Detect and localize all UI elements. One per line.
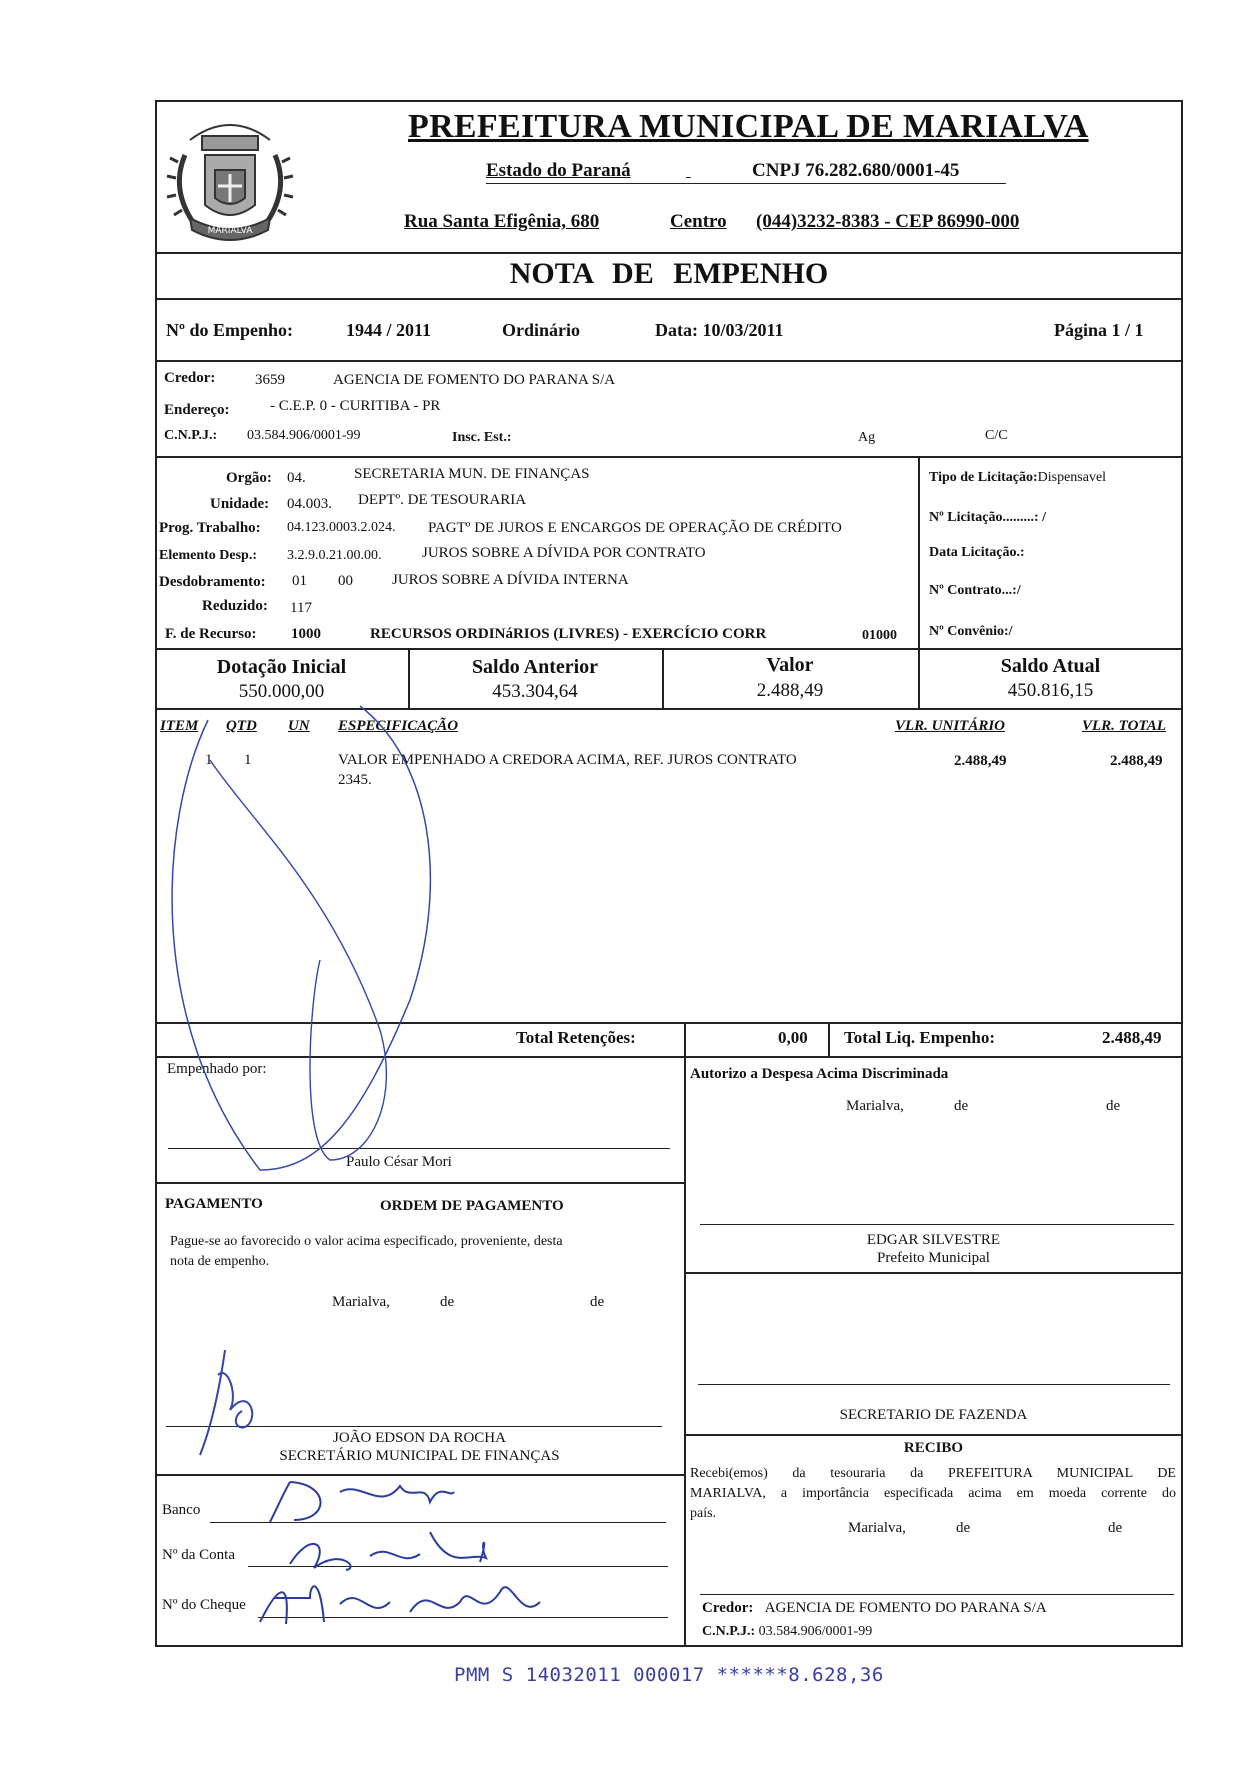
- elemento-label: Elemento Desp.:: [159, 548, 257, 563]
- recurso-value: RECURSOS ORDINáRIOS (LIVRES) - EXERCÍCIO CORR: [370, 626, 767, 642]
- col-vlr-total-header: VLR. TOTAL: [1082, 718, 1166, 734]
- desdobramento-code1: 01: [292, 573, 307, 589]
- cc-label: C/C: [985, 428, 1008, 443]
- licitacao-tipo-value: Dispensavel: [1037, 470, 1107, 485]
- row-qtd: 1: [244, 752, 252, 768]
- row-especificacao: VALOR EMPENHADO A CREDORA ACIMA, REF. JUROS CONTRATO: [338, 752, 797, 768]
- recibo-text-line3: país.: [690, 1506, 717, 1521]
- pagamento-cidade: Marialva,: [332, 1294, 390, 1310]
- recibo-label: RECIBO: [903, 1440, 964, 1456]
- empenho-date: Data: 10/03/2011: [655, 320, 784, 340]
- licitacao-numero: Nº Licitação.........: /: [929, 510, 1046, 525]
- unidade-code: 04.003.: [287, 496, 332, 512]
- secretario-fazenda-label: SECRETARIO DE FAZENDA: [839, 1407, 1028, 1423]
- page-number: Página 1 / 1: [1054, 320, 1144, 340]
- dotacao-value: 550.000,00: [238, 681, 325, 702]
- autorizo-label: Autorizo a Despesa Acima Discriminada: [690, 1066, 949, 1082]
- empenho-type: Ordinário: [502, 320, 581, 340]
- autorizo-de2: de: [1106, 1098, 1121, 1114]
- saldo-anterior-label: Saldo Anterior: [471, 656, 599, 678]
- licitacao-convenio: Nº Convênio:/: [929, 624, 1013, 639]
- pagamento-de2: de: [590, 1294, 605, 1310]
- orgao-code: 04.: [287, 470, 306, 486]
- prefeito-title: Prefeito Municipal: [877, 1250, 990, 1266]
- credor-cnpj: 03.584.906/0001-99: [247, 428, 361, 443]
- licitacao-tipo-label: Tipo de Licitação:: [929, 470, 1038, 485]
- endereco-label: Endereço:: [164, 402, 230, 418]
- desdobramento-value: JUROS SOBRE A DÍVIDA INTERNA: [392, 572, 629, 588]
- col-vlr-unitario-header: VLR. UNITÁRIO: [895, 718, 1006, 734]
- credor-cnpj-label: C.N.P.J.:: [164, 428, 218, 443]
- recibo-credor: AGENCIA DE FOMENTO DO PARANA S/A: [764, 1600, 1047, 1616]
- svg-text:MARIALVA: MARIALVA: [207, 226, 253, 236]
- desdobramento-code2: 00: [338, 573, 353, 589]
- empenhado-label: Empenhado por:: [167, 1061, 267, 1077]
- desdobramento-label: Desdobramento:: [159, 574, 266, 590]
- municipal-crest-icon: [150, 100, 310, 260]
- handwritten-zero-mark: [150, 700, 470, 1180]
- orgao-label: Orgão:: [226, 470, 272, 486]
- licitacao-contrato: Nº Contrato...:/: [929, 583, 1021, 598]
- credor-label: Credor:: [164, 370, 216, 386]
- prefeito-name: EDGAR SILVESTRE: [866, 1232, 1001, 1248]
- total-retencoes-value: 0,00: [778, 1028, 808, 1047]
- valor-label: Valor: [766, 654, 814, 676]
- secretario-financas-title: SECRETÁRIO MUNICIPAL DE FINANÇAS: [279, 1448, 560, 1464]
- autorizo-cidade: Marialva,: [846, 1098, 904, 1114]
- header-underline: [486, 183, 1006, 184]
- secretario-financas-name: JOÃO EDSON DA ROCHA: [333, 1430, 506, 1446]
- doc-title: NOTA DE EMPENHO: [509, 257, 829, 290]
- col-un-header: UN: [288, 718, 310, 734]
- recibo-cnpj-label: C.N.P.J.:: [702, 1624, 756, 1639]
- machine-stamp: PMM S 14032011 000017 ******8.628,36: [454, 1664, 884, 1686]
- reduzido-value: 117: [290, 600, 312, 616]
- conta-label: Nº da Conta: [162, 1547, 235, 1563]
- recibo-credor-label: Credor:: [702, 1600, 754, 1616]
- row-unit-value: 2.488,49: [954, 753, 1007, 769]
- prog-value: PAGTº DE JUROS E ENCARGOS DE OPERAÇÃO DE CRÉDITO: [428, 520, 842, 536]
- valor-value: 2.488,49: [756, 680, 824, 701]
- credor-name: AGENCIA DE FOMENTO DO PARANA S/A: [333, 372, 616, 388]
- saldo-anterior-value: 453.304,64: [492, 681, 578, 702]
- handwritten-bank-details: [250, 1472, 590, 1632]
- address-text: Rua Santa Efigênia, 680: [404, 211, 600, 232]
- pagamento-de1: de: [440, 1294, 455, 1310]
- recibo-text-line1: Recebi(emos) da tesouraria da PREFEITURA MUNICIPAL DE: [690, 1466, 1176, 1481]
- elemento-value: JUROS SOBRE A DÍVIDA POR CONTRATO: [422, 545, 706, 561]
- phone-cep-text: (044)3232-8383 - CEP 86990-000: [756, 211, 1020, 232]
- district-text: Centro: [670, 211, 727, 232]
- endereco-value: - C.E.P. 0 - CURITIBA - PR: [270, 398, 441, 414]
- col-especificacao-header: ESPECIFICAÇÃO: [338, 718, 459, 734]
- total-retencoes-label: Total Retenções:: [516, 1028, 636, 1047]
- autorizo-de1: de: [954, 1098, 969, 1114]
- saldo-atual-value: 450.816,15: [1007, 680, 1094, 701]
- recibo-de1: de: [956, 1520, 971, 1536]
- prefeitura-title: PREFEITURA MUNICIPAL DE MARIALVA: [408, 108, 1089, 145]
- cnpj-header: CNPJ 76.282.680/0001-45: [752, 160, 960, 181]
- credor-code: 3659: [255, 372, 285, 388]
- pagamento-text-line1: Pague-se ao favorecido o valor acima especificado, proveniente, desta: [170, 1234, 563, 1249]
- recibo-cnpj: 03.584.906/0001-99: [758, 1624, 873, 1639]
- total-liquido-label: Total Liq. Empenho:: [844, 1028, 995, 1047]
- row-item: 1: [205, 752, 213, 768]
- elemento-code: 3.2.9.0.21.00.00.: [287, 548, 382, 563]
- empenho-number-label: Nº do Empenho:: [166, 320, 293, 340]
- unidade-value: DEPTº. DE TESOURARIA: [358, 492, 527, 508]
- prog-label: Prog. Trabalho:: [159, 520, 261, 536]
- pagamento-text-line2: nota de empenho.: [170, 1254, 270, 1269]
- unidade-label: Unidade:: [210, 496, 270, 512]
- empenho-number: 1944 / 2011: [346, 320, 432, 340]
- prog-code: 04.123.0003.2.024.: [287, 520, 396, 535]
- recibo-cidade: Marialva,: [848, 1520, 906, 1536]
- banco-label: Banco: [162, 1502, 201, 1518]
- ordem-pagamento-label: ORDEM DE PAGAMENTO: [380, 1198, 564, 1214]
- saldo-atual-label: Saldo Atual: [1000, 655, 1101, 677]
- recibo-de2: de: [1108, 1520, 1123, 1536]
- pagamento-label: PAGAMENTO: [165, 1196, 263, 1212]
- ag-label: Ag: [858, 430, 876, 445]
- recurso-code: 1000: [291, 626, 321, 642]
- row-total-value: 2.488,49: [1110, 753, 1163, 769]
- handwritten-initials-mark: [190, 1345, 290, 1465]
- total-liquido-value: 2.488,49: [1102, 1028, 1162, 1047]
- col-qtd-header: QTD: [226, 718, 257, 734]
- dotacao-label: Dotação Inicial: [216, 656, 347, 678]
- col-item-header: ITEM: [160, 718, 199, 734]
- licitacao-data: Data Licitação.:: [929, 545, 1025, 560]
- reduzido-label: Reduzido:: [202, 598, 268, 614]
- empenhado-name: Paulo César Mori: [346, 1154, 452, 1170]
- orgao-value: SECRETARIA MUN. DE FINANÇAS: [354, 466, 590, 482]
- recibo-text-line2: MARIALVA, a importância especificada acima em moeda corrente do: [690, 1486, 1176, 1501]
- cheque-label: Nº do Cheque: [162, 1597, 246, 1613]
- insc-label: Insc. Est.:: [452, 430, 512, 445]
- estado-text: Estado do Paraná: [486, 160, 631, 181]
- recurso-label: F. de Recurso:: [165, 626, 257, 642]
- row-especificacao-cont: 2345.: [338, 772, 372, 788]
- recurso-code2: 01000: [862, 628, 897, 643]
